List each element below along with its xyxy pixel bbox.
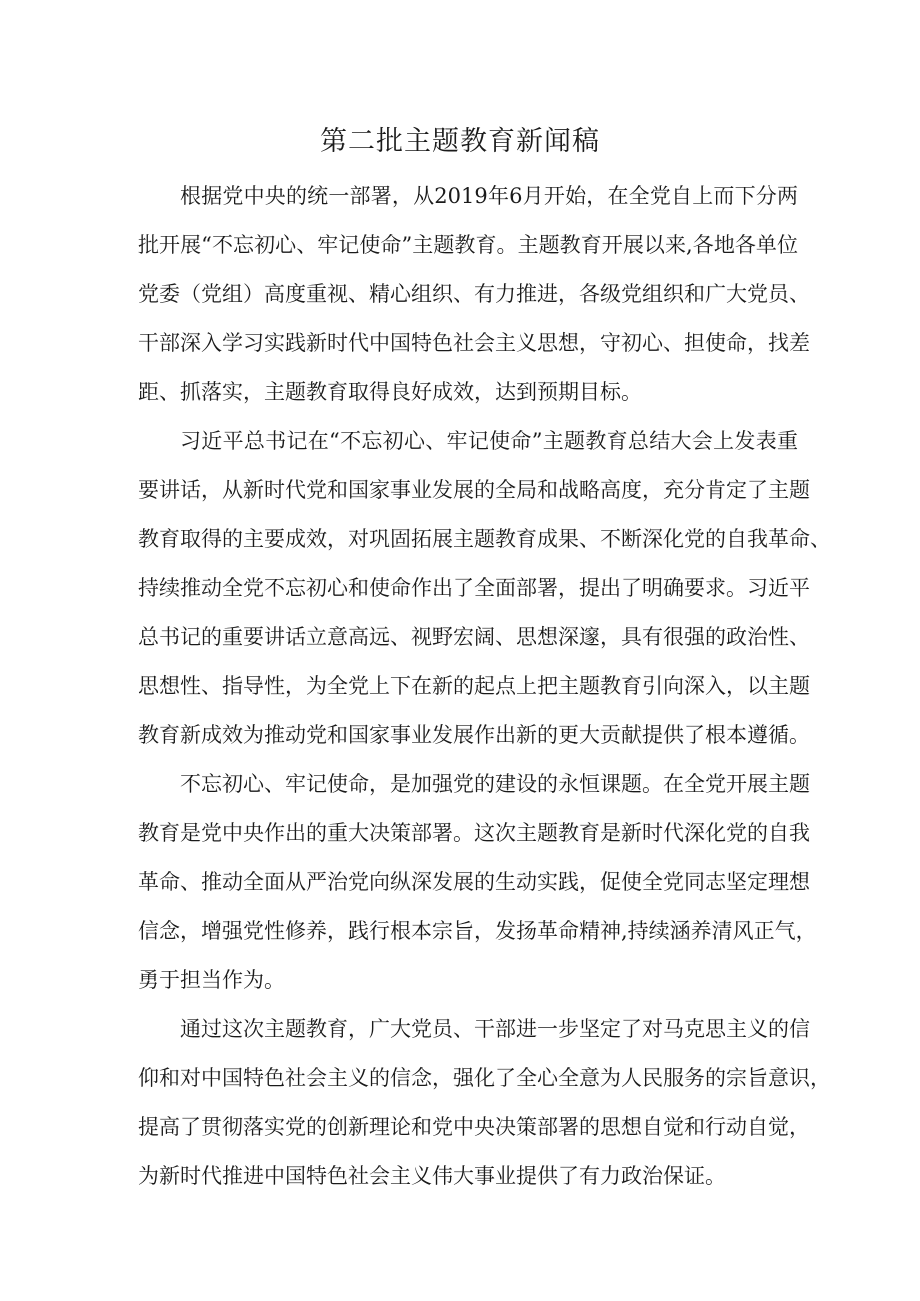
paragraph-line: 通过这次主题教育，广大党员、干部进一步坚定了对马克思主义的信: [180, 1017, 810, 1041]
paragraph-3: [138, 760, 817, 1005]
paragraph-line: 提高了贯彻落实党的创新理论和党中央决策部署的思想自觉和行动自觉，: [138, 1115, 810, 1139]
paragraph-line: 干部深入学习实践新时代中国特色社会主义思想，守初心、担使命，找差: [138, 331, 810, 355]
paragraph-line: 习近平总书记在“不忘初心、牢记使命”主题教育总结大会上发表重: [180, 429, 798, 453]
paragraph-line: 要讲话，从新时代党和国家事业发展的全局和战略高度，充分肯定了主题: [138, 478, 810, 502]
paragraph-line: 批开展“不忘初心、牢记使命”主题教育。主题教育开展以来,各地各单位: [138, 233, 798, 257]
paragraph-line: 根据党中央的统一部署，从2019年6月开始，在全党自上而下分两: [180, 184, 798, 208]
paragraph-line: 勇于担当作为。: [138, 968, 285, 992]
paragraph-line: 不忘初心、牢记使命，是加强党的建设的永恒课题。在全党开展主题: [180, 772, 810, 796]
paragraph-line: 教育是党中央作出的重大决策部署。这次主题教育是新时代深化党的自我: [138, 821, 810, 845]
paragraph-line: 教育取得的主要成效，对巩固拓展主题教育成果、不断深化党的自我革命、: [138, 527, 831, 551]
paragraph-4: [138, 1005, 831, 1201]
paragraph-2: [138, 417, 831, 760]
paragraph-line: 距、抓落实，主题教育取得良好成效，达到预期目标。: [138, 380, 642, 404]
paragraph-line: 总书记的重要讲话立意高远、视野宏阔、思想深邃，具有很强的政治性、: [138, 625, 810, 649]
paragraph-line: 信念，增强党性修养，践行根本宗旨，发扬革命精神,持续涵养清风正气，: [138, 919, 817, 943]
paragraph-line: 思想性、指导性，为全党上下在新的起点上把主题教育引向深入，以主题: [138, 674, 810, 698]
paragraph-line: 为新时代推进中国特色社会主义伟大事业提供了有力政治保证。: [138, 1164, 726, 1188]
paragraph-line: 革命、推动全面从严治党向纵深发展的生动实践，促使全党同志坚定理想: [138, 870, 810, 894]
paragraph-line: 教育新成效为推动党和国家事业发展作出新的更大贡献提供了根本遵循。: [138, 723, 810, 747]
paragraph-line: 持续推动全党不忘初心和使命作出了全面部署，提出了明确要求。习近平: [138, 576, 810, 600]
paragraph-line: 党委（党组）高度重视、精心组织、有力推进，各级党组织和广大党员、: [138, 282, 810, 306]
paragraph-line: 仰和对中国特色社会主义的信念，强化了全心全意为人民服务的宗旨意识，: [138, 1066, 831, 1090]
document-title: 第二批主题教育新闻稿: [320, 126, 600, 157]
paragraph-1: [138, 172, 810, 417]
